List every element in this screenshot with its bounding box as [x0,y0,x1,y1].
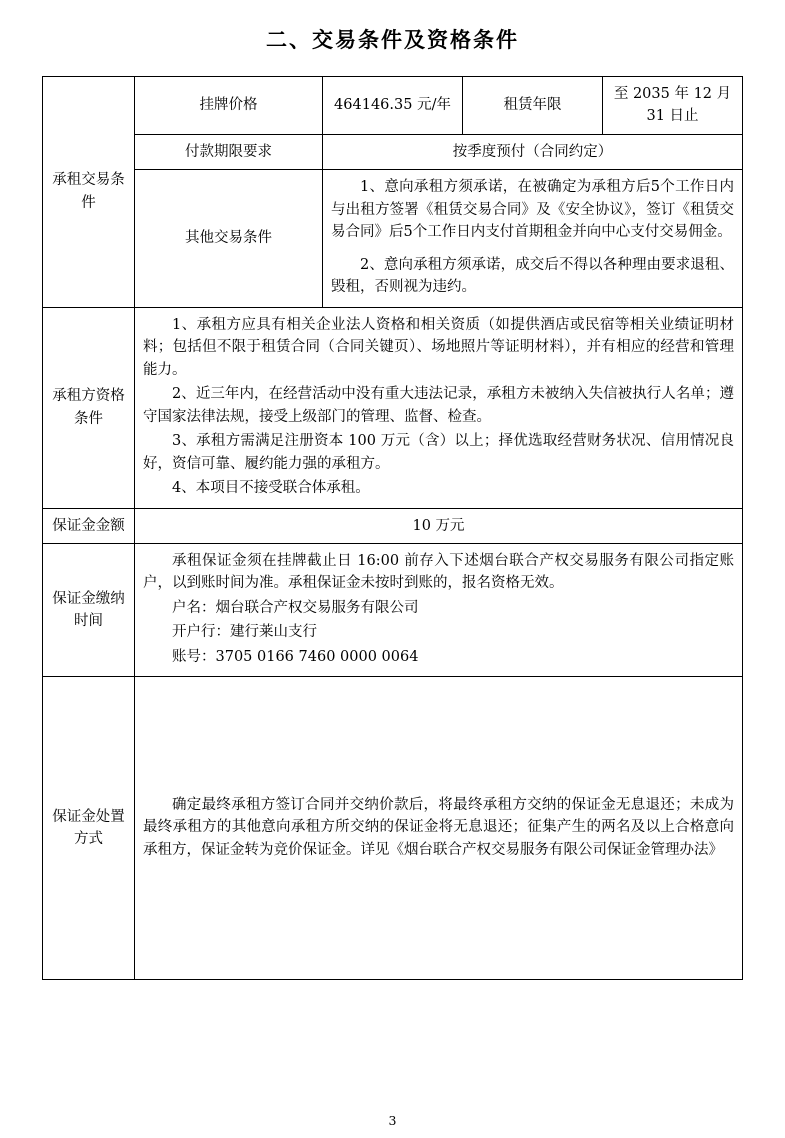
row-label-deposit-handling: 保证金处置方式 [43,677,135,980]
listing-price-value: 464146.35 元/年 [323,77,463,135]
deposit-time-paragraph-1: 承租保证金须在挂牌截止日 16:00 前存入下述烟台联合产权交易服务有限公司指定账户，以到账时间为准。承租保证金未按时到账的，报名资格无效。 [143,552,734,592]
table-row [43,508,743,543]
qualification-item-4: 4、本项目不接受联合体承租。 [172,480,370,497]
other-terms-value [323,170,743,307]
deposit-time-value [135,543,743,676]
table-row [43,543,743,676]
table-row [43,677,743,980]
qualification-item-1: 1、承租方应具有相关企业法人资格和相关资质（如提供酒店或民宿等相关业绩证明材料；包括但不限于租赁合同（合同关键页）、场地照片等证明材料），并有相应的经营和管理能力。 [143,316,734,378]
table-row [43,134,743,169]
other-terms-item-1: 1、意向承租方须承诺，在被确定为承租方后5个工作日内与出租方签署《租赁交易合同》及《安全协议》，签订《租赁交易合同》后5个工作日内支付首期租金并向中心支付交易佣金。 [331,179,734,241]
conditions-table [42,76,743,980]
deposit-bank-branch: 开户行：建行莱山支行 [172,624,317,641]
deposit-amount-value: 10 万元 [135,508,743,543]
row-label-qualification: 承租方资格条件 [43,307,135,508]
lease-period-label: 租赁年限 [463,77,603,135]
row-label-deposit-time: 保证金缴纳时间 [43,543,135,676]
other-terms-label: 其他交易条件 [135,170,323,307]
deposit-account-name: 户名：烟台联合产权交易服务有限公司 [172,599,419,616]
qualification-value [135,307,743,508]
table-row [43,77,743,135]
table-row [43,170,743,307]
lease-period-value: 至 2035 年 12 月 31 日止 [603,77,743,135]
other-terms-item-2: 2、意向承租方须承诺，成交后不得以各种理由要求退租、毁租，否则视为违约。 [331,256,734,296]
deposit-handling-text: 确定最终承租方签订合同并交纳价款后，将最终承租方交纳的保证金无息退还；未成为最终承租方的其他意向承租方所交纳的保证金将无息退还；征集产生的两名及以上合格意向承租方，保证金转为竞价保证金。详见《烟台联合产权交易服务有限公司保证金管理办法》 [143,796,734,858]
table-row [43,307,743,508]
qualification-item-2: 2、近三年内，在经营活动中没有重大违法记录，承租方未被纳入失信被执行人名单；遵守国家法律法规，接受上级部门的管理、监督、检查。 [143,386,734,425]
payment-term-label: 付款期限要求 [135,134,323,169]
row-label-lease-terms: 承租交易条件 [43,77,135,308]
deposit-handling-value [135,677,743,980]
deposit-account-number: 账号：3705 0166 7460 0000 0064 [172,648,419,665]
page-title: 二、交易条件及资格条件 [266,27,519,52]
payment-term-value: 按季度预付（合同约定） [323,134,743,169]
listing-price-label: 挂牌价格 [135,77,323,135]
qualification-item-3: 3、承租方需满足注册资本 100 万元（含）以上；择优选取经营财务状况、信用情况良好，资信可靠、履约能力强的承租方。 [143,433,734,472]
row-label-deposit-amount: 保证金金额 [43,508,135,543]
page-number: 3 [388,1113,397,1128]
document-page [0,24,785,1138]
